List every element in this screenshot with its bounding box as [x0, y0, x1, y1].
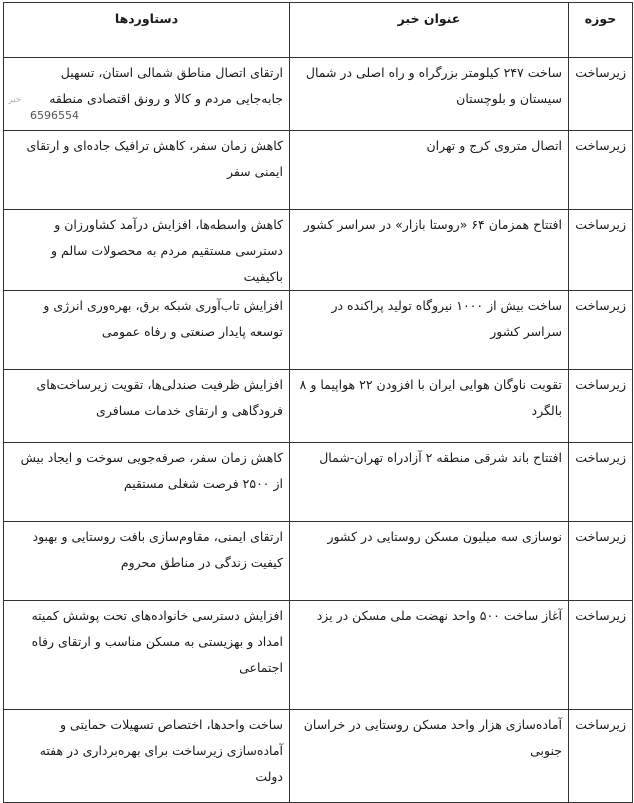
- cell-title: افتتاح همزمان ۶۴ «روستا بازار» در سراسر کشور: [290, 210, 569, 291]
- cell-area: زیرساخت: [569, 291, 633, 370]
- cell-achievements: کاهش زمان سفر، کاهش ترافیک جاده‌ای و ارتقای ایمنی سفر: [4, 131, 290, 210]
- cell-title: تقویت ناوگان هوایی ایران با افزودن ۲۲ هواپیما و ۸ بالگرد: [290, 370, 569, 443]
- cell-title: ساخت بیش از ۱۰۰۰ نیروگاه تولید پراکنده در سراسر کشور: [290, 291, 569, 370]
- header-achievements: دستاوردها: [4, 3, 290, 58]
- table-row: [4, 522, 633, 601]
- cell-area: زیرساخت: [569, 210, 633, 291]
- cell-achievements: ساخت واحدها، اختصاص تسهیلات حمایتی و آماده‌سازی زیرساخت برای بهره‌برداری در هفته دولت: [4, 710, 290, 803]
- cell-achievements: کاهش زمان سفر، صرفه‌جویی سوخت و ایجاد بیش از ۲۵۰۰ فرصت شغلی مستقیم: [4, 443, 290, 522]
- cell-title: آغاز ساخت ۵۰۰ واحد نهضت ملی مسکن در یزد: [290, 601, 569, 710]
- table-row: [4, 210, 633, 291]
- cell-achievements: کاهش واسطه‌ها، افزایش درآمد کشاورزان و دسترسی مستقیم مردم به محصولات سالم و باکیفیت: [4, 210, 290, 291]
- cell-title: ساخت ۲۴۷ کیلومتر بزرگراه و راه اصلی در شمال سیستان و بلوچستان: [290, 58, 569, 131]
- cell-area: زیرساخت: [569, 522, 633, 601]
- cell-area: زیرساخت: [569, 443, 633, 522]
- table-row: [4, 131, 633, 210]
- watermark-id: 6596554: [30, 109, 79, 122]
- table-row: [4, 443, 633, 522]
- cell-area: زیرساخت: [569, 131, 633, 210]
- cell-area: زیرساخت: [569, 601, 633, 710]
- table-row: [4, 370, 633, 443]
- achievements-table: [3, 2, 633, 803]
- watermark-text: خبر: [8, 95, 22, 105]
- cell-title: اتصال متروی کرج و تهران: [290, 131, 569, 210]
- cell-achievements: ارتقای اتصال مناطق شمالی استان، تسهیل جابه‌جایی مردم و کالا و رونق اقتصادی منطقه: [4, 58, 290, 131]
- table-row: [4, 601, 633, 710]
- cell-area: زیرساخت: [569, 710, 633, 803]
- header-area: حوزه: [569, 3, 633, 58]
- cell-title: آماده‌سازی هزار واحد مسکن روستایی در خراسان جنوبی: [290, 710, 569, 803]
- header-title: عنوان خبر: [290, 3, 569, 58]
- cell-title: نوسازی سه میلیون مسکن روستایی در کشور: [290, 522, 569, 601]
- cell-achievements: ارتقای ایمنی، مقاوم‌سازی بافت روستایی و بهبود کیفیت زندگی در مناطق محروم: [4, 522, 290, 601]
- table-row: [4, 710, 633, 803]
- table-row: [4, 58, 633, 131]
- cell-area: زیرساخت: [569, 370, 633, 443]
- cell-achievements: افزایش دسترسی خانواده‌های تحت پوشش کمیته امداد و بهزیستی به مسکن مناسب و ارتقای رفاه اجتماعی: [4, 601, 290, 710]
- header-row: [4, 3, 633, 58]
- cell-achievements: افزایش تاب‌آوری شبکه برق، بهره‌وری انرژی و توسعه پایدار صنعتی و رفاه عمومی: [4, 291, 290, 370]
- cell-title: افتتاح باند شرقی منطقه ۲ آزادراه تهران-شمال: [290, 443, 569, 522]
- cell-area: زیرساخت: [569, 58, 633, 131]
- cell-achievements: افزایش ظرفیت صندلی‌ها، تقویت زیرساخت‌های فرودگاهی و ارتقای خدمات مسافری: [4, 370, 290, 443]
- table-row: [4, 291, 633, 370]
